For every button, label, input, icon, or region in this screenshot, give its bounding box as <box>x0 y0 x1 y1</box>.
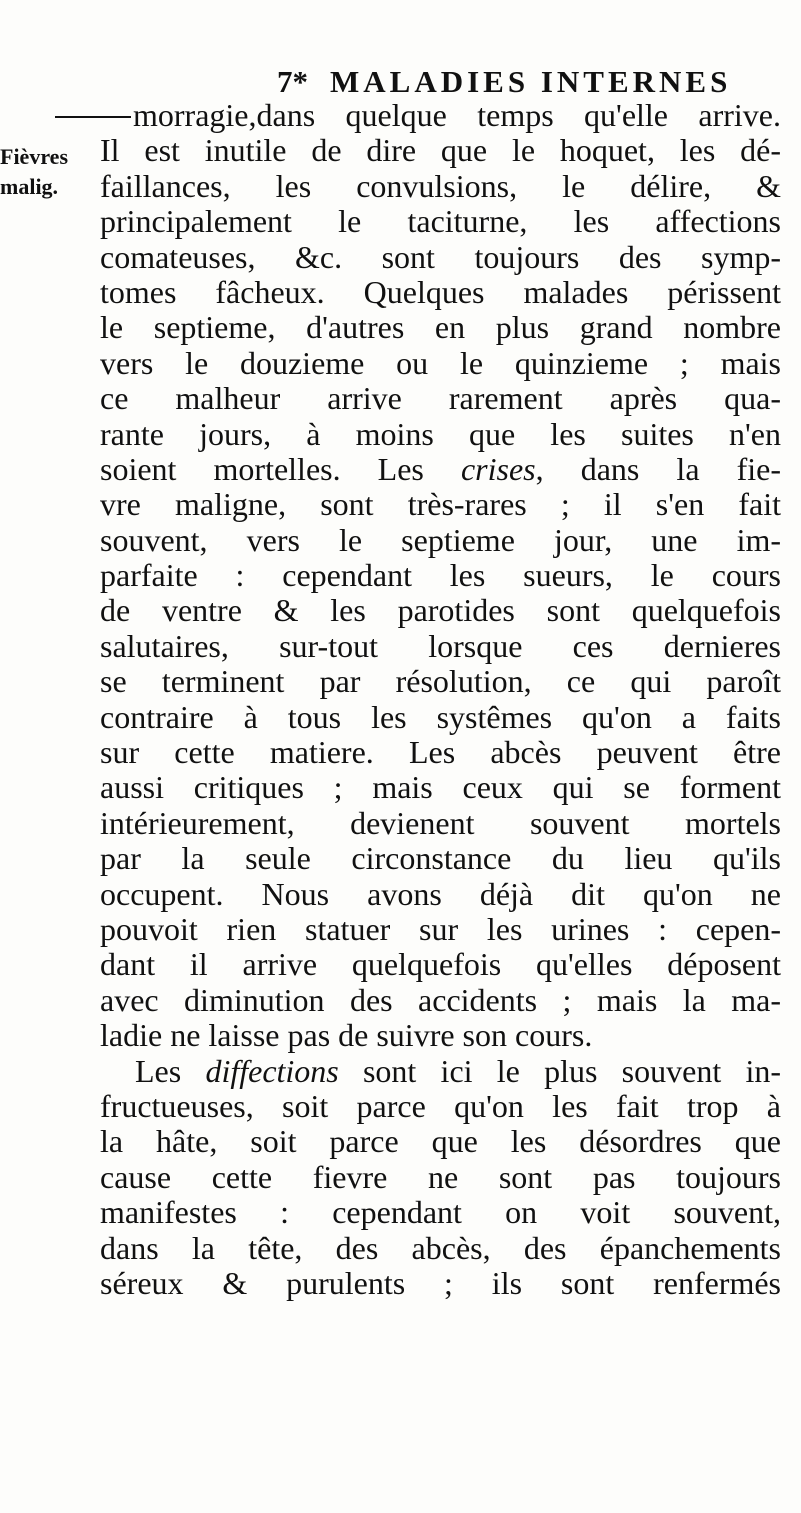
text-line: sur cette matiere. Les abcès peuvent être <box>100 734 781 771</box>
emphasis: crises <box>460 450 536 487</box>
text-line: dans la tête, des abcès, des épanchements <box>100 1229 781 1266</box>
text-line: salutaires, sur-tout lorsque ces dernieres <box>100 627 781 664</box>
text-line: dant il arrive quelquefois qu'elles déposent <box>100 946 781 983</box>
text-line: le septieme, d'autres en plus grand nombre <box>100 309 781 346</box>
text-line: comateuses, &c. sont toujours des symp- <box>100 238 781 275</box>
text-line: par la seule circonstance du lieu qu'ils <box>100 840 781 877</box>
text-line: Les diffections sont ici le plus souvent in- <box>135 1052 782 1089</box>
running-head <box>277 64 777 100</box>
text-line: souvent, vers le septieme jour, une im- <box>100 521 781 558</box>
text-line: principalement le taciturne, les affections <box>100 203 781 240</box>
text-line: ladie ne laisse pas de suivre son cours. <box>100 1017 593 1054</box>
emphasis: diffections <box>205 1052 339 1089</box>
text-line: séreux & purulents ; ils sont renfermés <box>100 1264 781 1301</box>
margin-note-line-1: Fièvres <box>0 144 69 169</box>
running-head-title: MALADIES INTERNES <box>330 64 732 99</box>
text-line: pouvoit rien statuer sur les urines : cepen- <box>100 910 781 947</box>
text-line: de ventre & les parotides sont quelquefois <box>100 592 781 629</box>
text-line: ce malheur arrive rarement après qua- <box>100 380 781 417</box>
page-number: 7* <box>277 64 308 99</box>
text-line: morragie,dans quelque temps qu'elle arrive. <box>0 98 801 133</box>
margin-note-line-2: malig. <box>0 174 59 199</box>
body-text <box>0 98 801 1301</box>
text-line: manifestes : cependant on voit souvent, <box>100 1194 781 1231</box>
text-line: occupent. Nous avons déjà dit qu'on ne <box>100 875 781 912</box>
text-line: vers le douzieme ou le quinzieme ; mais <box>100 344 781 381</box>
continuation-rule <box>55 116 131 118</box>
text-line: contraire à tous les systêmes qu'on a faits <box>100 698 781 735</box>
text-line: faillances, les convulsions, le délire, & <box>100 167 781 204</box>
text-line: se terminent par résolution, ce qui paroît <box>100 663 781 700</box>
text-line: soient mortelles. Les crises, dans la fie- <box>100 450 781 487</box>
text-line: cause cette fievre ne sont pas toujours <box>100 1158 781 1195</box>
text-line: rante jours, à moins que les suites n'en <box>100 415 781 452</box>
text-line: la hâte, soit parce que les désordres que <box>100 1123 781 1160</box>
text-line: vre maligne, sont très-rares ; il s'en fait <box>100 486 781 523</box>
text-line: tomes fâcheux. Quelques malades périssent <box>100 273 781 310</box>
text-line: intérieurement, devienent souvent mortels <box>100 804 781 841</box>
text-line: Il est inutile de dire que le hoquet, les dé- <box>100 132 781 169</box>
text-line: aussi critiques ; mais ceux qui se forment <box>100 769 781 806</box>
text-line: parfaite : cependant les sueurs, le cours <box>100 557 781 594</box>
text-line: fructueuses, soit parce qu'on les fait trop à <box>100 1087 781 1124</box>
text-line: avec diminution des accidents ; mais la ma- <box>100 981 781 1018</box>
